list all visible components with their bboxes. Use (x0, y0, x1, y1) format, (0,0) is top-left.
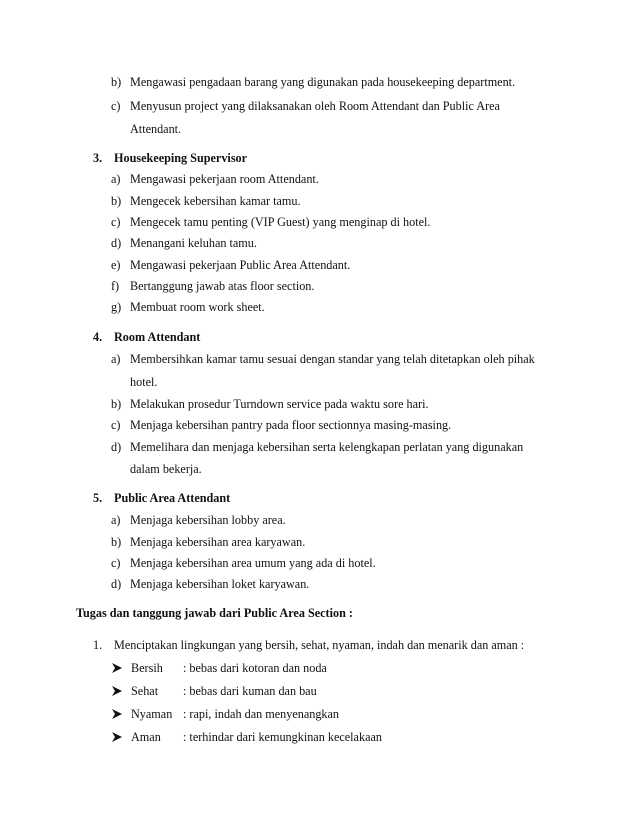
list-marker: c) (111, 418, 121, 432)
section-title: Room Attendant (114, 330, 201, 344)
arrow-bullet-icon (110, 684, 124, 698)
section-number: 4. (93, 330, 103, 344)
duties-heading: Tugas dan tanggung jawab dari Public Area Section : (76, 606, 353, 620)
list-item-text: Bertanggung jawab atas floor section. (130, 279, 315, 293)
section-number: 5. (93, 491, 103, 505)
arrow-bullet-icon (110, 707, 124, 721)
bullet-term: Sehat (131, 684, 159, 698)
bullet-definition: : terhindar dari kemungkinan kecelakaan (183, 730, 382, 744)
list-marker: 1. (93, 638, 103, 652)
list-item-text: Menciptakan lingkungan yang bersih, sehat, nyaman, indah dan menarik dan aman : (114, 638, 525, 652)
list-marker: e) (111, 258, 121, 272)
list-item-text: Menangani keluhan tamu. (130, 236, 257, 250)
list-marker: a) (111, 172, 121, 186)
list-item-text: Menjaga kebersihan pantry pada floor sectionnya masing-masing. (130, 418, 452, 432)
list-item-text: Mengawasi pekerjaan room Attendant. (130, 172, 319, 186)
list-item-text-continued: hotel. (130, 375, 158, 389)
list-item-text: Mengawasi pengadaan barang yang digunakan pada housekeeping department. (130, 75, 516, 89)
arrow-bullet-icon (110, 661, 124, 675)
list-marker: b) (111, 194, 122, 208)
list-item-text: Membersihkan kamar tamu sesuai dengan standar yang telah ditetapkan oleh pihak (130, 352, 535, 366)
bullet-definition: : rapi, indah dan menyenangkan (183, 707, 340, 721)
list-item-text: Menjaga kebersihan lobby area. (130, 513, 286, 527)
list-marker: g) (111, 300, 122, 314)
list-item-text: Membuat room work sheet. (130, 300, 265, 314)
list-item-text: Menjaga kebersihan loket karyawan. (130, 577, 310, 591)
list-item-text-continued: dalam bekerja. (130, 462, 202, 476)
list-marker: c) (111, 556, 121, 570)
list-item-text: Menyusun project yang dilaksanakan oleh Room Attendant dan Public Area (130, 99, 500, 113)
list-marker: d) (111, 577, 122, 591)
list-marker: a) (111, 352, 121, 366)
list-marker: b) (111, 535, 122, 549)
list-item-text-continued: Attendant. (130, 122, 182, 136)
list-marker: d) (111, 236, 122, 250)
bullet-term: Bersih (131, 661, 163, 675)
list-item-text: Memelihara dan menjaga kebersihan serta kelengkapan perlatan yang digunakan (130, 440, 524, 454)
list-item-text: Mengawasi pekerjaan Public Area Attendant. (130, 258, 351, 272)
list-item-text: Menjaga kebersihan area umum yang ada di hotel. (130, 556, 376, 570)
bullet-term: Nyaman (131, 707, 173, 721)
list-marker: a) (111, 513, 121, 527)
list-marker: f) (111, 279, 120, 293)
arrow-bullet-icon (110, 730, 124, 744)
list-item-text: Mengecek kebersihan kamar tamu. (130, 194, 301, 208)
list-marker: b) (111, 75, 122, 89)
section-title: Housekeeping Supervisor (114, 151, 248, 165)
list-item-text: Menjaga kebersihan area karyawan. (130, 535, 306, 549)
list-item-text: Mengecek tamu penting (VIP Guest) yang menginap di hotel. (130, 215, 431, 229)
bullet-definition: : bebas dari kuman dan bau (183, 684, 317, 698)
bullet-term: Aman (131, 730, 161, 744)
list-marker: d) (111, 440, 122, 454)
section-number: 3. (93, 151, 103, 165)
section-title: Public Area Attendant (114, 491, 231, 505)
list-marker: c) (111, 99, 121, 113)
bullet-definition: : bebas dari kotoran dan noda (183, 661, 327, 675)
list-marker: c) (111, 215, 121, 229)
list-marker: b) (111, 397, 122, 411)
list-item-text: Melakukan prosedur Turndown service pada waktu sore hari. (130, 397, 429, 411)
